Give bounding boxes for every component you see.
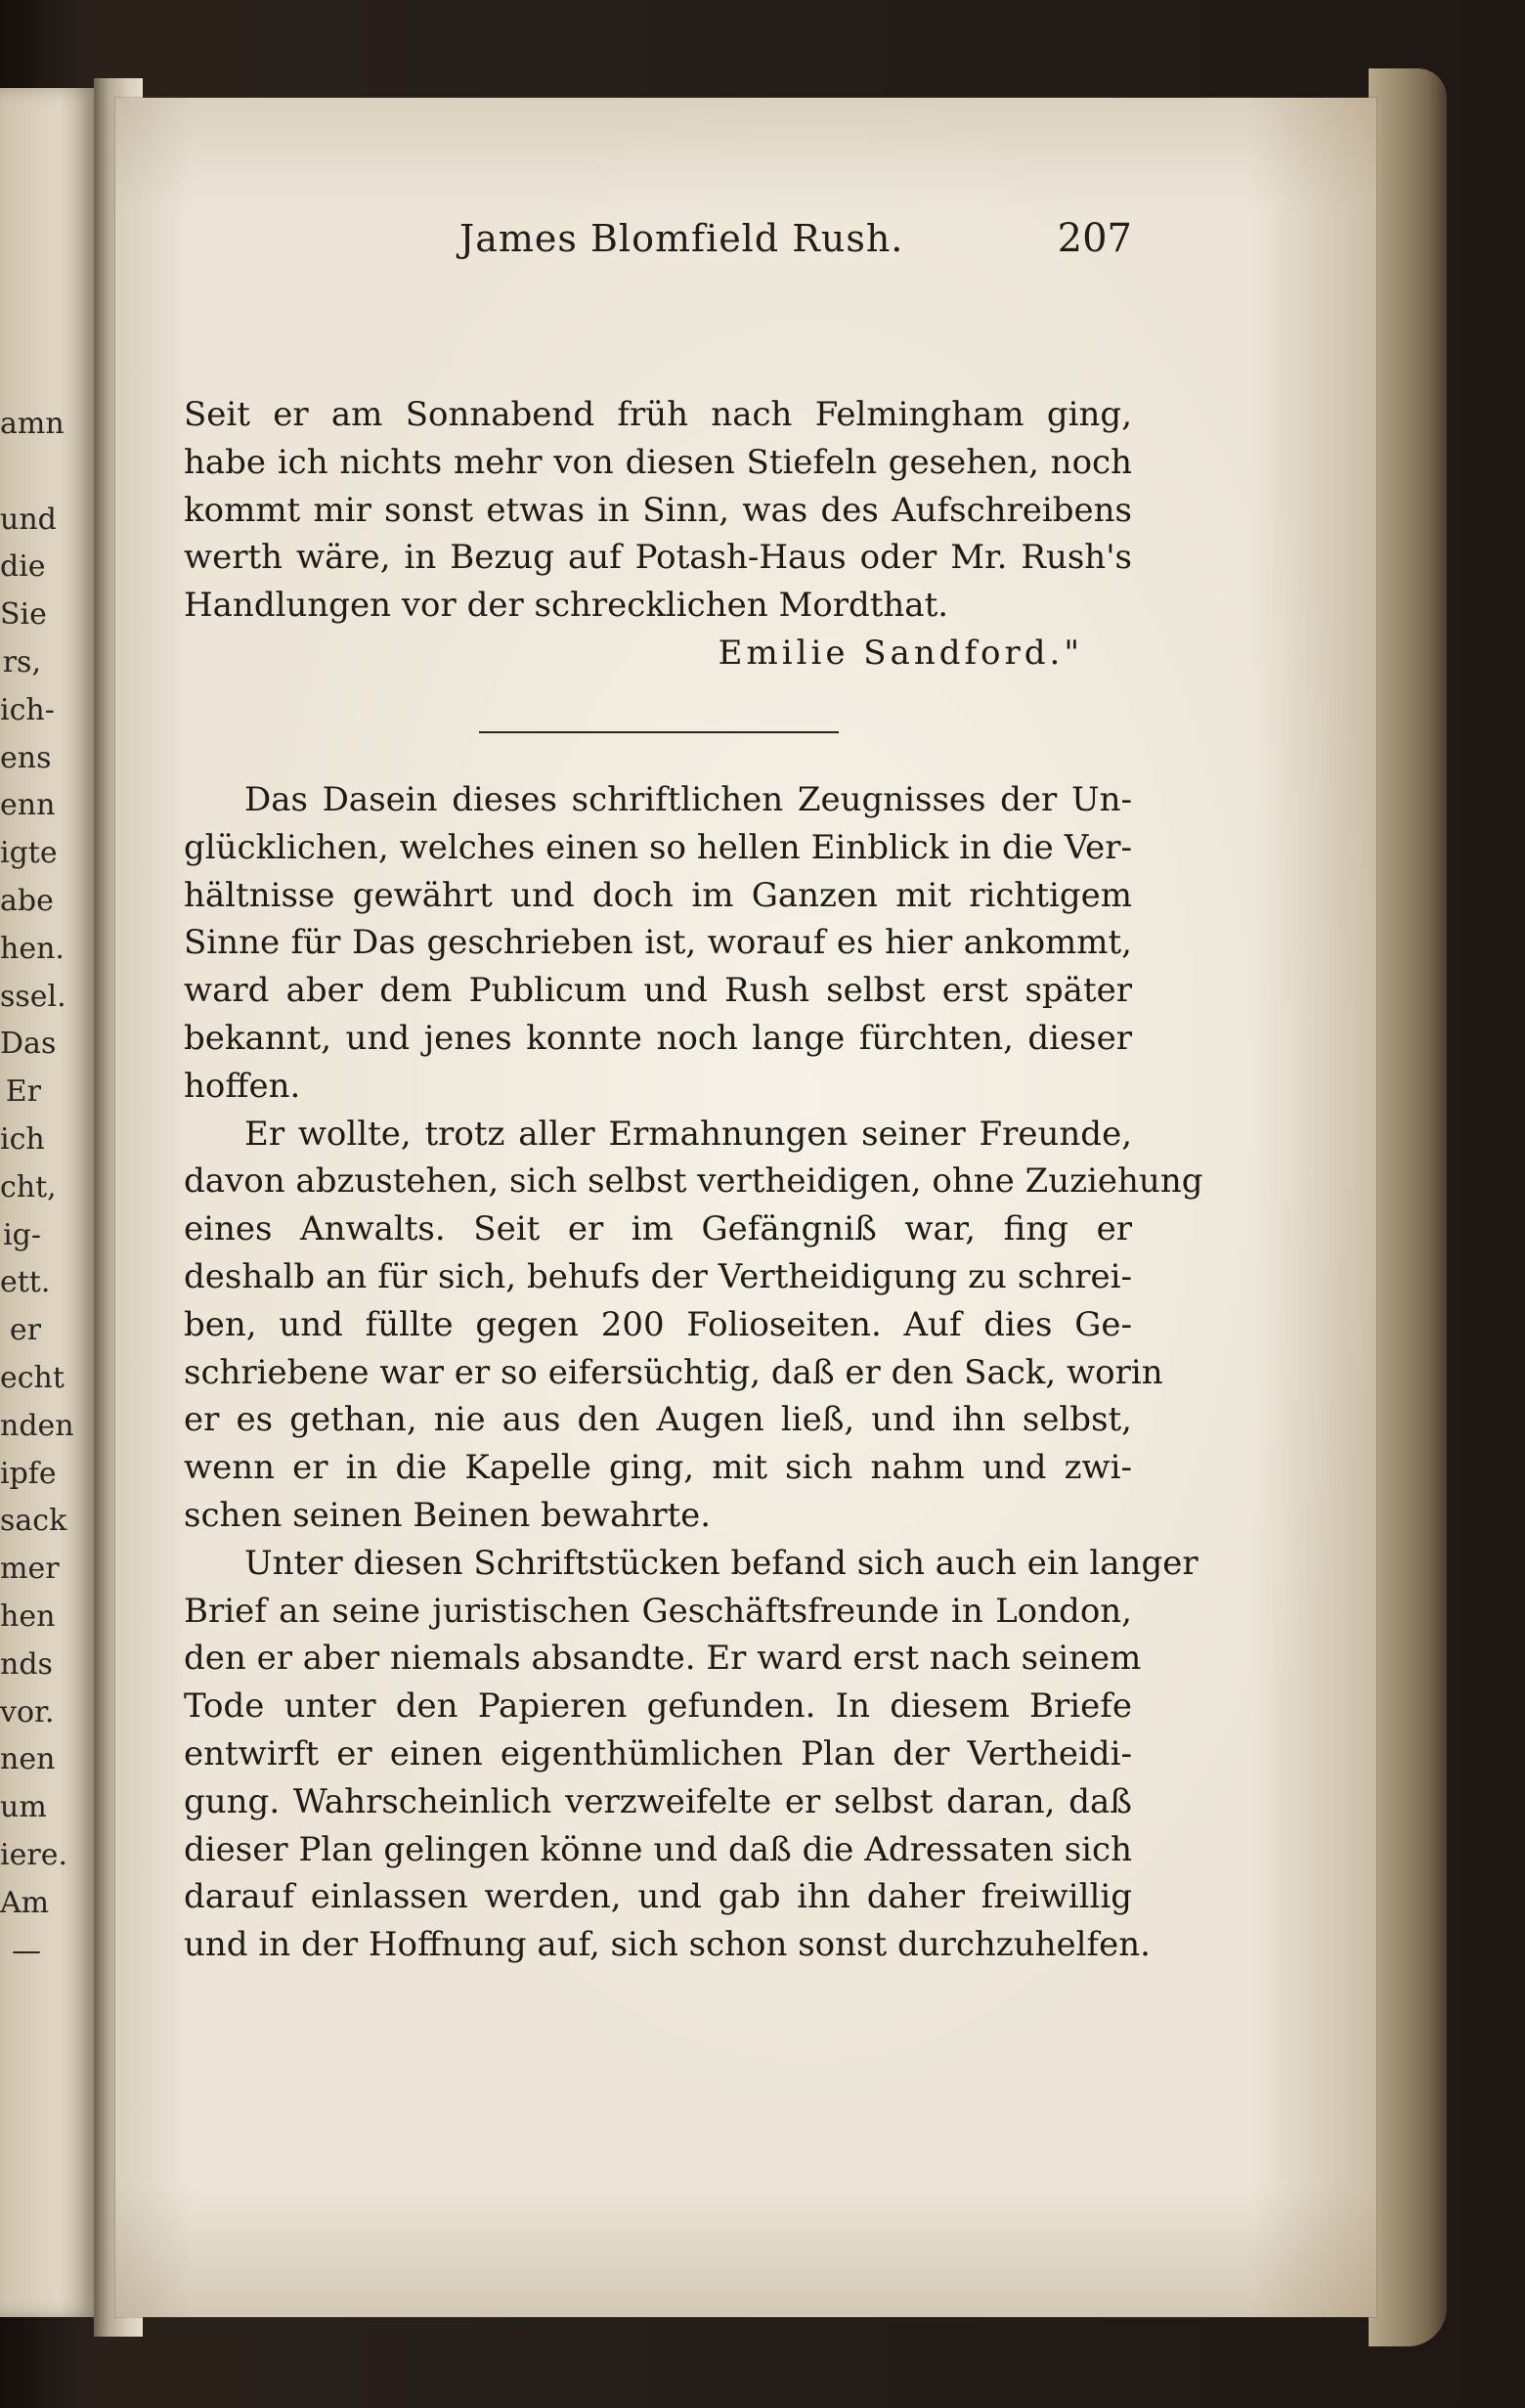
left-page-fragment: um [0,1790,47,1825]
left-page-fragment: die [0,549,46,585]
left-page-fragment: amn [0,407,65,441]
text-line: darauf einlassen werden, und gab ihn daher freiwillig [184,1877,1132,1917]
left-page-fragment: — [12,1933,41,1968]
left-page-fragment: Er [5,1074,41,1110]
left-page-fragment [0,449,43,497]
letter-ending [184,391,1132,678]
page-stack-edge [1369,68,1447,2346]
left-page-fragment: cht, [0,1169,57,1204]
page-number: 207 [1057,216,1132,261]
text-line: schen seinen Beinen bewahrte. [184,1495,712,1535]
left-page-fragment: er [9,1313,41,1348]
text-line: kommt mir sonst etwas in Sinn, was des Aufschreibens [184,490,1132,530]
left-page-fragment: mer [0,1552,60,1587]
left-page-fragment: ens [0,740,52,775]
text-line: bekannt, und jenes konnte noch lange fürchten, dieser [184,1018,1132,1058]
left-page-fragment: Am [0,1885,50,1920]
text-line: Seit er am Sonnabend früh nach Felmingham ging, [184,395,1132,434]
section-divider [479,731,839,733]
text-line: glücklichen, welches einen so hellen Einblick in die Ver- [184,827,1132,867]
left-page-fragment: nds [0,1646,53,1682]
left-page-fragment: enn [0,788,56,823]
left-page-edge [0,88,98,2317]
text-line: Brief an seine juristischen Geschäftsfreunde in London, [184,1591,1132,1631]
left-page-fragment: nen [0,1742,56,1777]
text-line: dieser Plan gelingen könne und daß die Adressaten sich [184,1829,1132,1869]
text-line: Tode unter den Papieren gefunden. In diesem Briefe [184,1686,1132,1727]
left-page-fragment: igte [0,836,58,871]
left-page-text-fragments [0,401,74,1975]
text-line: er es gethan, nie aus den Augen ließ, und ihn selbst, [184,1400,1132,1440]
left-page-fragment: ich [0,1121,45,1157]
left-page-fragment: ich- [0,692,55,727]
text-line: Handlungen vor der schrecklichen Mordthat. [184,586,949,626]
text-line: hoffen. [184,1066,301,1106]
left-page-fragment: ipfe [0,1456,57,1491]
text-line: davon abzustehen, sich selbst vertheidigen, ohne Zuziehung [184,1161,1203,1202]
left-page-fragment: vor. [0,1694,55,1729]
left-page-fragment: nden [0,1408,74,1443]
letter-signature: Emilie Sandford." [718,633,1083,673]
paragraph-1 [184,776,1132,1111]
running-title: James Blomfield Rush. [459,217,904,260]
left-page-fragment: abe [0,883,54,918]
left-page-fragment: und [0,502,57,537]
text-line: und in der Hoffnung auf, sich schon sonst durchzuhelfen. [184,1925,1151,1965]
left-page-fragment: iere. [0,1837,67,1872]
page-header [459,209,1144,268]
left-page-fragment: Das [0,1027,57,1062]
left-page-fragment: Sie [0,597,47,633]
left-page-fragment: echt [0,1360,65,1395]
text-line: ben, und füllte gegen 200 Folioseiten. Auf dies Ge- [184,1304,1132,1344]
left-page-fragment: ssel. [0,979,66,1014]
text-line: hältnisse gewährt und doch im Ganzen mit richtigem [184,875,1132,915]
text-line: ward aber dem Publicum und Rush selbst erst später [184,971,1132,1011]
text-line: eines Anwalts. Seit er im Gefängniß war, fing er [184,1209,1132,1249]
left-page-fragment: hen. [0,931,65,966]
text-line: den er aber niemals absandte. Er ward erst nach seinem [184,1639,1142,1679]
text-line: Sinne für Das geschrieben ist, worauf es hier ankommt, [184,923,1132,963]
left-page-fragment: ett. [0,1265,51,1300]
text-line: Er wollte, trotz aller Ermahnungen seiner Freunde, [244,1114,1132,1154]
text-line: gung. Wahrscheinlich verzweifelte er selbst daran, daß [184,1781,1132,1821]
paragraph-2 [184,1111,1203,1540]
left-page-fragment: ig- [3,1217,41,1252]
text-line: entwirft er einen eigenthümlichen Plan der Vertheidi- [184,1733,1132,1773]
left-page-fragment: hen [0,1598,56,1634]
text-line: Unter diesen Schriftstücken befand sich auch ein langer [244,1543,1198,1583]
paragraph-3 [184,1540,1198,1969]
main-text [184,776,1203,1969]
text-line: werth wäre, in Bezug auf Potash-Haus oder Mr. Rush's [184,538,1132,578]
text-line: habe ich nichts mehr von diesen Stiefeln gesehen, noch [184,442,1132,482]
left-page-fragment: rs, [2,644,41,679]
text-line: Das Dasein dieses schriftlichen Zeugnisses der Un- [244,780,1132,819]
text-line: schriebene war er so eifersüchtig, daß er den Sack, worin [184,1352,1163,1392]
text-line: wenn er in die Kapelle ging, mit sich nahm und zwi- [184,1448,1132,1488]
text-line: deshalb an für sich, behufs der Vertheidigung zu schrei- [184,1256,1132,1296]
left-page-fragment: sack [0,1504,67,1539]
